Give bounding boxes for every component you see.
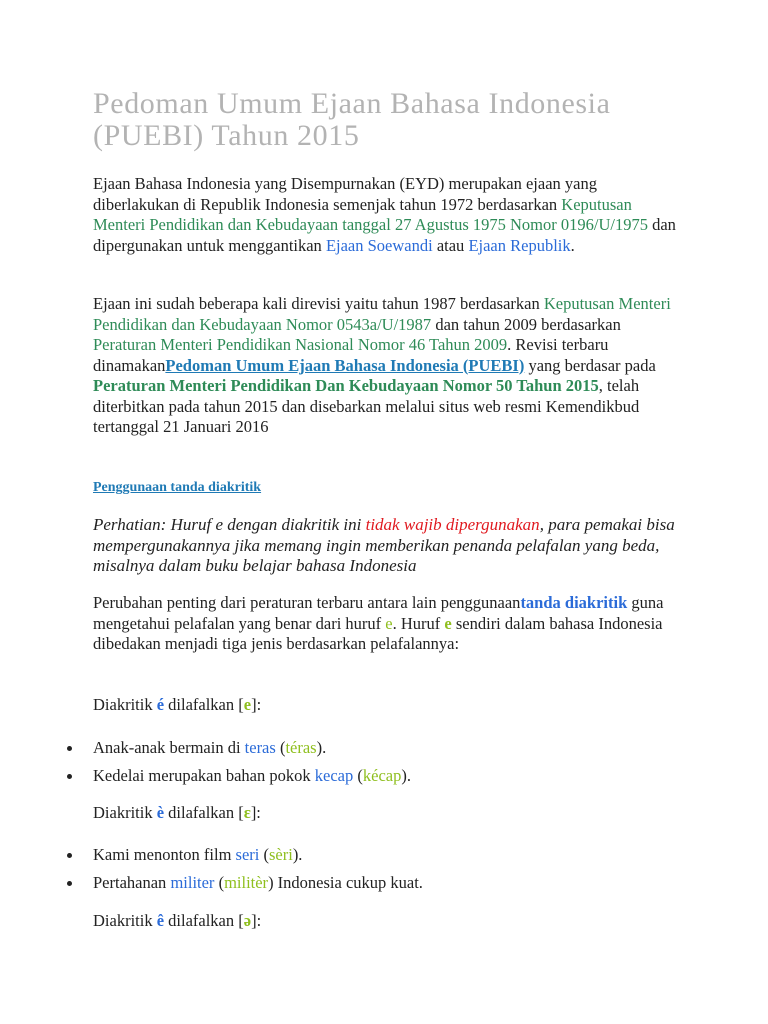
diacritic-mark: é [156, 695, 165, 714]
list-item [93, 738, 326, 758]
bullet-icon [67, 774, 72, 779]
list-text: Anak-anak bermain di [93, 738, 245, 757]
link-keputusan-1975[interactable]: Keputusan Menteri Pendidikan dan Kebudayaan tanggal 27 Agustus 1975 Nomor 0196/U/1975 [93, 194, 648, 234]
note-text: Perhatian: Huruf e dengan diakritik ini [93, 515, 366, 534]
diacritic-heading-3 [93, 911, 683, 932]
link-peraturan-2015[interactable]: Peraturan Menteri Pendidikan Dan Kebudayaan Nomor 50 Tahun 2015 [93, 376, 599, 395]
link-keputusan-1987[interactable]: Keputusan Menteri Pendidikan dan Kebudayaan Nomor 0543a/U/1987 [93, 294, 671, 334]
ipa-symbol: ə [243, 911, 252, 930]
list-item [93, 766, 411, 786]
note-text-2: , para pemakai bisa mempergunakannya jika memang ingin memberikan penanda pelafalan yang beda, misalnya dalam buku belajar bahasa Indonesia [93, 515, 675, 575]
diacritic-heading-1 [93, 695, 683, 716]
diacritic-text-3: ]: [251, 911, 262, 930]
list-item [93, 845, 302, 865]
diacritic-mark: ê [156, 911, 165, 930]
page-title: Pedoman Umum Ejaan Bahasa Indonesia (PUEBI) Tahun 2015 [93, 87, 611, 152]
diacritic-text: Diakritik [93, 803, 157, 822]
list-text-2: ( [214, 873, 225, 892]
bullet-icon [67, 881, 72, 886]
change-text: Perubahan penting dari peraturan terbaru antara lain penggunaan [93, 593, 521, 612]
diacritic-text: Diakritik [93, 695, 157, 714]
diacritic-text-2: dilafalkan [ [164, 911, 244, 930]
letter-e-1: e [385, 613, 393, 633]
note-paragraph [93, 515, 683, 577]
list-text: Pertahanan [93, 873, 171, 892]
word-link[interactable]: militer [170, 873, 215, 892]
list-text-2: ( [259, 845, 269, 864]
word-link[interactable]: teras [244, 738, 276, 757]
accented-word: kécap [362, 766, 402, 785]
letter-e-2: e [444, 613, 452, 633]
note-warning: tidak wajib dipergunakan [365, 515, 540, 534]
revision-text-4: yang berdasar pada [524, 355, 656, 375]
revision-text-3: . Revisi terbaru dinamakan [93, 335, 609, 375]
list-item [93, 873, 423, 893]
list-text-3: ). [292, 845, 303, 864]
change-paragraph [93, 593, 683, 655]
word-link[interactable]: seri [235, 845, 260, 864]
list-text-3: ). [401, 766, 411, 785]
link-tanda-diakritik[interactable]: tanda diakritik [520, 593, 628, 612]
revision-paragraph [93, 294, 683, 438]
intro-text-4: . [570, 235, 575, 255]
diacritic-heading-2 [93, 803, 683, 824]
accented-word: sèri [268, 845, 293, 864]
bullet-icon [67, 853, 72, 858]
diacritic-text-3: ]: [250, 803, 261, 822]
list-text: Kami menonton film [93, 845, 236, 864]
link-ejaan-soewandi[interactable]: Ejaan Soewandi [325, 235, 433, 255]
diacritic-text-2: dilafalkan [ [164, 695, 244, 714]
diacritic-text: Diakritik [93, 911, 157, 930]
bullet-icon [67, 746, 72, 751]
intro-text-2: dan dipergunakan untuk menggantikan [93, 215, 676, 255]
link-puebi[interactable]: Pedoman Umum Ejaan Bahasa Indonesia (PUEBI) [165, 355, 525, 375]
accented-word: militèr [224, 873, 269, 892]
section-heading-diakritik[interactable]: Penggunaan tanda diakritik [93, 480, 262, 495]
diacritic-text-2: dilafalkan [ [164, 803, 244, 822]
diacritic-text-3: ]: [251, 695, 262, 714]
ipa-symbol: e [243, 695, 252, 714]
change-text-2: guna mengetahui pelafalan yang benar dari huruf [93, 593, 664, 633]
change-text-4: sendiri dalam bahasa Indonesia dibedakan menjadi tiga jenis berdasarkan pelafalannya: [93, 613, 663, 653]
revision-text-5: , telah diterbitkan pada tahun 2015 dan disebarkan melalui situs web resmi Kemendikbud tertanggal 21 Januari 2016 [93, 376, 640, 436]
intro-paragraph [93, 174, 683, 256]
intro-text-3: atau [432, 235, 469, 255]
link-peraturan-2009[interactable]: Peraturan Menteri Pendidikan Nasional Nomor 46 Tahun 2009 [93, 335, 508, 354]
revision-text-2: dan tahun 2009 berdasarkan [431, 314, 621, 334]
revision-text: Ejaan ini sudah beberapa kali direvisi yaitu tahun 1987 berdasarkan [93, 294, 540, 313]
link-ejaan-republik[interactable]: Ejaan Republik [468, 235, 571, 255]
list-text: Kedelai merupakan bahan pokok [93, 766, 315, 785]
diacritic-mark: è [156, 803, 165, 822]
change-text-3: . Huruf [392, 613, 445, 633]
list-text-3: ) Indonesia cukup kuat. [268, 873, 423, 892]
list-text-2: ( [353, 766, 363, 785]
word-link[interactable]: kecap [314, 766, 354, 785]
intro-text: Ejaan Bahasa Indonesia yang Disempurnakan (EYD) merupakan ejaan yang diberlakukan di Republik Indonesia semenjak tahun 1972 berdasarkan [93, 174, 597, 214]
ipa-symbol: ɛ [243, 803, 251, 822]
list-text-2: ( [275, 738, 286, 757]
list-text-3: ). [316, 738, 327, 757]
accented-word: téras [285, 738, 317, 757]
